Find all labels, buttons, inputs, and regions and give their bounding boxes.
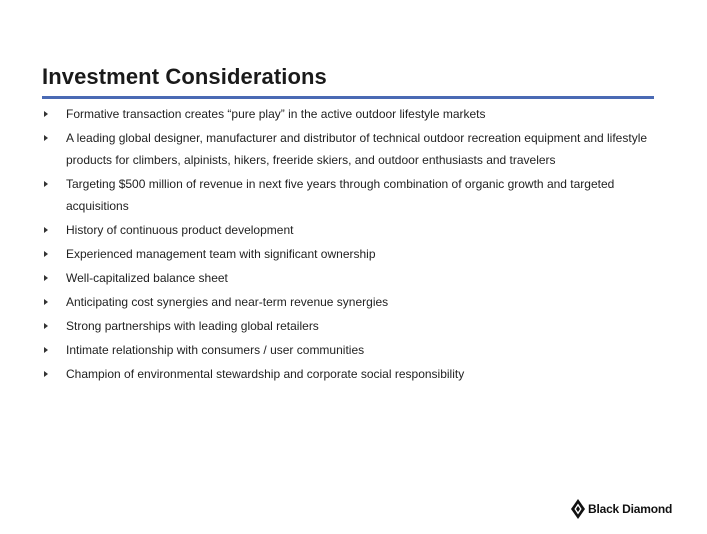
bullet-arrow-icon [44, 299, 48, 305]
bullet-text: Strong partnerships with leading global retailers [66, 319, 319, 333]
bullet-arrow-icon [44, 347, 48, 353]
bullet-text: Champion of environmental stewardship and corporate social responsibility [66, 367, 465, 381]
bullet-item [42, 363, 662, 385]
bullet-arrow-icon [44, 371, 48, 377]
bullet-item [42, 243, 662, 265]
black-diamond-logo-icon [571, 499, 585, 519]
bullet-item [42, 173, 662, 217]
title-divider [42, 96, 654, 99]
bullet-item [42, 315, 662, 337]
bullet-item [42, 267, 662, 289]
bullet-item [42, 291, 662, 313]
logo-text: Black Diamond [588, 502, 673, 516]
bullet-text: Experienced management team with significant ownership [66, 247, 376, 261]
slide-title: Investment Considerations [42, 64, 327, 89]
bullet-text: Anticipating cost synergies and near-term revenue synergies [66, 295, 389, 309]
bullet-text: Intimate relationship with consumers / user communities [66, 343, 365, 357]
bullet-arrow-icon [44, 181, 48, 187]
bullet-text: A leading global designer, manufacturer and distributor of technical outdoor recreation equipment and lifestyle products for climbers, alpinists, hikers, freeride skiers, and outdoor enthusiasts and travelers [66, 131, 648, 167]
bullet-text: History of continuous product development [66, 223, 294, 237]
bullet-arrow-icon [44, 227, 48, 233]
bullet-list [42, 103, 662, 387]
bullet-arrow-icon [44, 135, 48, 141]
bullet-item [42, 219, 662, 241]
bullet-arrow-icon [44, 323, 48, 329]
bullet-arrow-icon [44, 275, 48, 281]
bullet-text: Well-capitalized balance sheet [66, 271, 228, 285]
bullet-item [42, 103, 662, 125]
bullet-text: Formative transaction creates “pure play” in the active outdoor lifestyle markets [66, 107, 486, 121]
bullet-arrow-icon [44, 251, 48, 257]
bullet-item [42, 127, 662, 171]
bullet-text: Targeting $500 million of revenue in next five years through combination of organic growth and targeted acquisitions [66, 177, 615, 213]
bullet-arrow-icon [44, 111, 48, 117]
company-logo [571, 498, 672, 520]
bullet-item [42, 339, 662, 361]
